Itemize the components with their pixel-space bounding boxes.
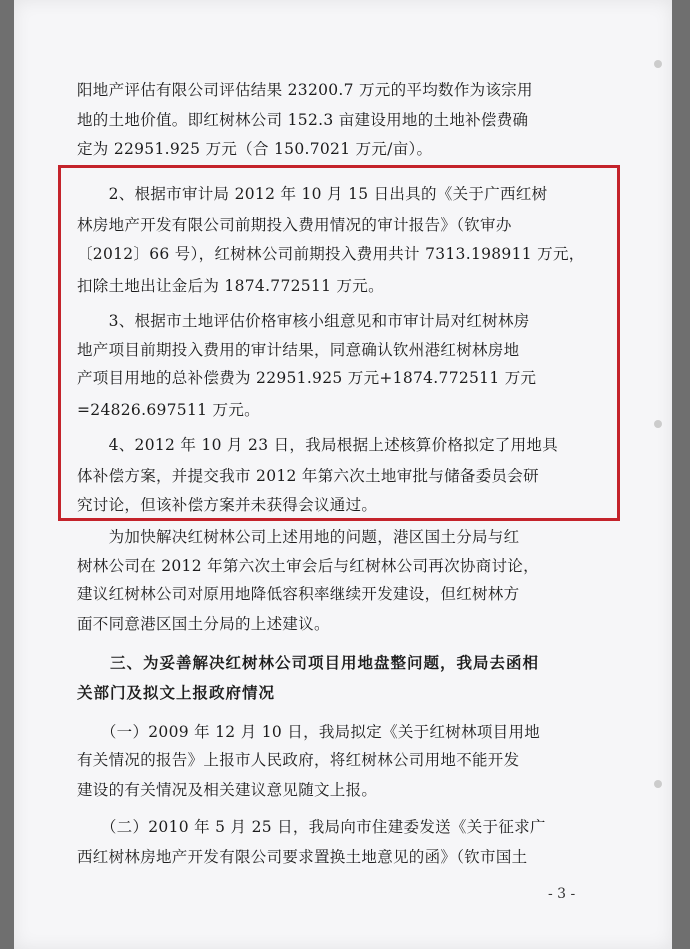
document-page — [14, 0, 672, 949]
paragraph-line: =24826.697511 万元。 — [77, 401, 260, 419]
red-highlight-box — [58, 165, 620, 521]
paragraph-line: 为加快解决红树林公司上述用地的问题，港区国土分局与红 — [77, 528, 520, 546]
paragraph-line: 建设的有关情况及相关建议意见随文上报。 — [77, 781, 378, 799]
paragraph-line: 3、根据市土地评估价格审核小组意见和市审计局对红树林房 — [77, 312, 530, 330]
paragraph-line: 地的土地价值。即红树林公司 152.3 亩建设用地的土地补偿费确 — [77, 111, 529, 129]
paragraph-line: 2、根据市审计局 2012 年 10 月 15 日出具的《关于广西红树 — [77, 185, 548, 203]
punch-hole-mark — [654, 60, 662, 68]
paragraph-line: 面不同意港区国土分局的上述建议。 — [77, 615, 330, 633]
paragraph-line: （一）2009 年 12 月 10 日，我局拟定《关于红树林项目用地 — [77, 723, 541, 741]
paragraph-line: 西红树林房地产开发有限公司要求置换土地意见的函》（钦市国土 — [77, 848, 528, 866]
paragraph-line: 〔2012〕66 号），红树林公司前期投入费用共计 7313.198911 万元， — [77, 245, 585, 263]
paragraph-line: 究讨论，但该补偿方案并未获得会议通过。 — [77, 496, 378, 514]
section-heading-line: 三、为妥善解决红树林公司项目用地盘整问题，我局去函相 — [77, 653, 540, 672]
punch-hole-mark — [654, 780, 662, 788]
paragraph-line: 树林公司在 2012 年第六次土审会后与红树林公司再次协商讨论， — [77, 557, 539, 575]
paragraph-line: 林房地产开发有限公司前期投入费用情况的审计报告》（钦审办 — [77, 216, 512, 234]
paragraph-line: （二）2010 年 5 月 25 日，我局向市住建委发送《关于征求广 — [77, 818, 546, 836]
paragraph-line: 4、2012 年 10 月 23 日，我局根据上述核算价格拟定了用地具 — [77, 436, 558, 454]
paragraph-line: 建议红树林公司对原用地降低容积率继续开发建设，但红树林方 — [77, 585, 520, 603]
paragraph-line: 产项目用地的总补偿费为 22951.925 万元+1874.772511 万元 — [77, 369, 537, 387]
paragraph-line: 阳地产评估有限公司评估结果 23200.7 万元的平均数作为该宗用 — [77, 81, 533, 99]
paragraph-line: 有关情况的报告》上报市人民政府，将红树林公司用地不能开发 — [77, 751, 520, 769]
punch-hole-mark — [654, 420, 662, 428]
paragraph-line: 定为 22951.925 万元（合 150.7021 万元/亩）。 — [77, 140, 433, 158]
paragraph-line: 体补偿方案，并提交我市 2012 年第六次土地审批与储备委员会研 — [77, 467, 539, 485]
paragraph-line: 扣除土地出让金后为 1874.772511 万元。 — [77, 277, 384, 295]
page-number: - 3 - — [548, 886, 576, 902]
section-heading-line: 关部门及拟文上报政府情况 — [77, 683, 276, 702]
paragraph-line: 地产项目前期投入费用的审计结果，同意确认钦州港红树林房地 — [77, 341, 520, 359]
